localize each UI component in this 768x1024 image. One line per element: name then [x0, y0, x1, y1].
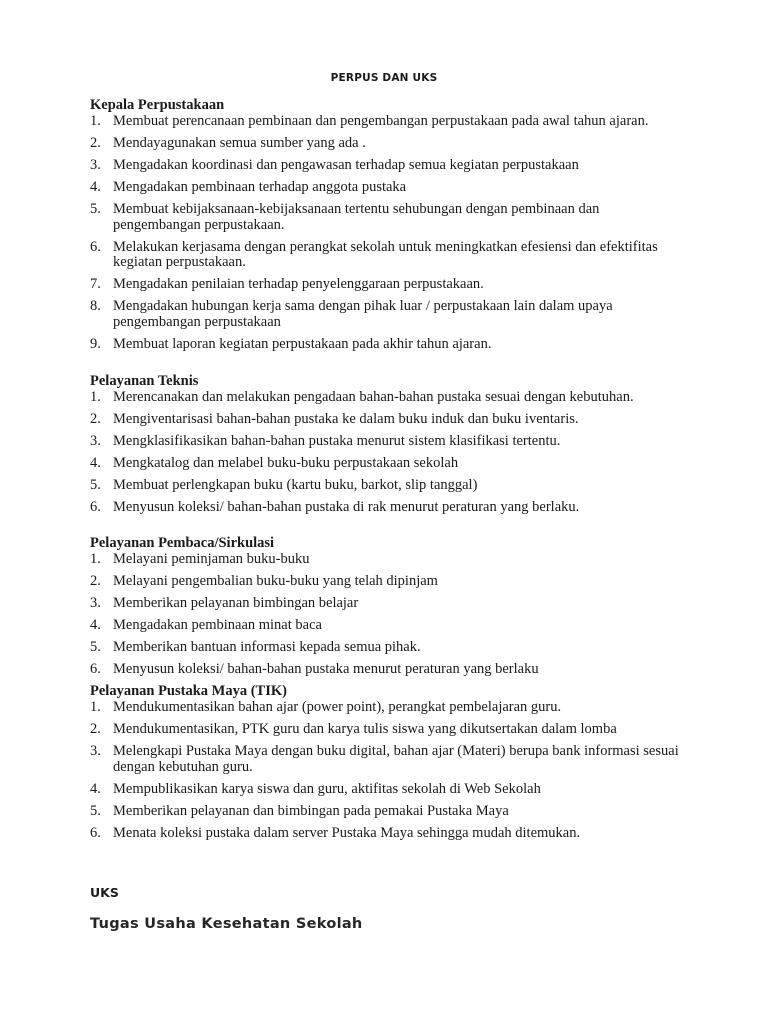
uks-subtitle: Tugas Usaha Kesehatan Sekolah	[90, 916, 363, 932]
list-item: 1. Membuat perencanaan pembinaan dan pengembangan perpustakaan pada awal tahun ajaran.	[90, 113, 649, 129]
list-item-text: Merencanakan dan melakukan pengadaan bahan-bahan pustaka sesuai dengan kebutuhan.	[113, 389, 634, 405]
list-item-text: Mengiventarisasi bahan-bahan pustaka ke dalam buku induk dan buku iventaris.	[113, 411, 579, 427]
list-item: 4. Mempublikasikan karya siswa dan guru, aktifitas sekolah di Web Sekolah	[90, 780, 541, 797]
list-item: 6. Menyusun koleksi/ bahan-bahan pustaka di rak menurut peraturan yang berlaku.	[90, 499, 580, 515]
list-item: 6. Menata koleksi pustaka dalam server Pustaka Maya sehingga mudah ditemukan.	[90, 824, 581, 841]
list-item: 2. Melayani pengembalian buku-buku yang telah dipinjam	[90, 573, 438, 589]
list-item: 2. Mendukumentasikan, PTK guru dan karya tulis siswa yang dikutsertakan dalam lomba	[90, 721, 617, 737]
list-item-text: Menata koleksi pustaka dalam server Pustaka Maya sehingga mudah ditemukan.	[113, 824, 581, 841]
list-item: 1. Merencanakan dan melakukan pengadaan bahan-bahan pustaka sesuai dengan kebutuhan.	[90, 389, 634, 405]
list-item: 4. Mengadakan pembinaan minat baca	[90, 617, 322, 633]
section-pelayanan-teknis	[90, 373, 690, 516]
list-item-text: Membuat kebijaksanaan-kebijaksanaan tertentu sehubungan dengan pembinaan dan pengembangan perpustakaan.	[113, 201, 600, 233]
list-item: 8. Mengadakan hubungan kerja sama dengan pihak luar / perpustakaan lain dalam upaya pengembangan perpustakaan	[90, 298, 613, 330]
section-kepala-perpustakaan	[90, 97, 690, 352]
list-item-text: Mempublikasikan karya siswa dan guru, aktifitas sekolah di Web Sekolah	[113, 780, 541, 797]
section-heading: Pelayanan Teknis	[90, 373, 199, 389]
task-list	[90, 114, 690, 352]
list-item: 3. Memberikan pelayanan bimbingan belajar	[90, 595, 359, 611]
list-item: 9. Membuat laporan kegiatan perpustakaan pada akhir tahun ajaran.	[90, 335, 492, 352]
list-item-text: Melayani pengembalian buku-buku yang telah dipinjam	[113, 573, 438, 589]
list-item-text: Mengadakan pembinaan terhadap anggota pustaka	[113, 179, 407, 195]
list-item-text: Memberikan pelayanan bimbingan belajar	[113, 595, 359, 611]
task-list	[90, 700, 690, 841]
list-item: 1. Melayani peminjaman buku-buku	[90, 551, 310, 567]
list-item-text: Mengadakan koordinasi dan pengawasan terhadap semua kegiatan perpustakaan	[113, 157, 579, 173]
section-heading: Pelayanan Pustaka Maya (TIK)	[90, 683, 287, 699]
list-item-text: Melayani peminjaman buku-buku	[113, 551, 310, 567]
list-item: 5. Memberikan pelayanan dan bimbingan pada pemakai Pustaka Maya	[90, 802, 509, 819]
list-item: 6. Melakukan kerjasama dengan perangkat sekolah untuk meningkatkan efesiensi dan efektifitas kegiatan perpustakaan.	[90, 238, 658, 270]
list-item: 2. Mengiventarisasi bahan-bahan pustaka ke dalam buku induk dan buku iventaris.	[90, 411, 579, 427]
list-item-text: Menyusun koleksi/ bahan-bahan pustaka menurut peraturan yang berlaku	[113, 661, 539, 677]
list-item-text: Membuat perlengkapan buku (kartu buku, barkot, slip tanggal)	[113, 477, 478, 493]
list-item-text: Mendukumentasikan bahan ajar (power point), perangkat pembelajaran guru.	[113, 699, 562, 715]
list-item-text: Mendukumentasikan, PTK guru dan karya tulis siswa yang dikutsertakan dalam lomba	[113, 721, 617, 737]
list-item: 3. Mengklasifikasikan bahan-bahan pustaka menurut sistem klasifikasi tertentu.	[90, 433, 561, 449]
uks-heading: UKS	[90, 885, 119, 900]
list-item-text: Memberikan bantuan informasi kepada semua pihak.	[113, 639, 421, 655]
list-item-text: Mengklasifikasikan bahan-bahan pustaka menurut sistem klasifikasi tertentu.	[113, 433, 561, 449]
task-list	[90, 552, 690, 678]
section-pelayanan-pembaca	[90, 535, 690, 678]
section-heading: Kepala Perpustakaan	[90, 97, 225, 113]
list-item: 5. Membuat kebijaksanaan-kebijaksanaan tertentu sehubungan dengan pembinaan dan pengembangan perpustakaan.	[90, 201, 600, 233]
list-item-text: Mengadakan penilaian terhadap penyelenggaraan perpustakaan.	[113, 276, 484, 292]
list-item-text: Mengadakan hubungan kerja sama dengan pihak luar / perpustakaan lain dalam upaya pengembangan perpustakaan	[113, 298, 613, 330]
list-item-text: Memberikan pelayanan dan bimbingan pada pemakai Pustaka Maya	[113, 802, 509, 819]
list-item-text: Membuat laporan kegiatan perpustakaan pada akhir tahun ajaran.	[113, 335, 492, 352]
list-item-text: Mengadakan pembinaan minat baca	[113, 617, 322, 633]
list-item: 5. Membuat perlengkapan buku (kartu buku, barkot, slip tanggal)	[90, 477, 478, 493]
list-item-text: Menyusun koleksi/ bahan-bahan pustaka di rak menurut peraturan yang berlaku.	[113, 499, 580, 515]
list-item-text: Melengkapi Pustaka Maya dengan buku digital, bahan ajar (Materi) berupa bank informasi sesuai dengan kebutuhan guru.	[113, 743, 679, 775]
list-item-text: Mendayagunakan semua sumber yang ada .	[113, 135, 366, 151]
list-item: 4. Mengkatalog dan melabel buku-buku perpustakaan sekolah	[90, 455, 459, 471]
section-heading: Pelayanan Pembaca/Sirkulasi	[90, 535, 275, 551]
list-item: 1. Mendukumentasikan bahan ajar (power point), perangkat pembelajaran guru.	[90, 699, 562, 715]
document-title: PERPUS DAN UKS	[330, 72, 438, 84]
section-pelayanan-pustaka-maya	[90, 683, 690, 841]
list-item-text: Mengkatalog dan melabel buku-buku perpustakaan sekolah	[113, 455, 459, 471]
list-item: 7. Mengadakan penilaian terhadap penyelenggaraan perpustakaan.	[90, 276, 484, 292]
list-item: 2. Mendayagunakan semua sumber yang ada .	[90, 135, 366, 151]
list-item: 3. Melengkapi Pustaka Maya dengan buku digital, bahan ajar (Materi) berupa bank informasi sesuai dengan kebutuhan guru.	[90, 743, 679, 775]
list-item: 6. Menyusun koleksi/ bahan-bahan pustaka menurut peraturan yang berlaku	[90, 661, 539, 677]
list-item: 4. Mengadakan pembinaan terhadap anggota pustaka	[90, 179, 407, 195]
list-item: 3. Mengadakan koordinasi dan pengawasan terhadap semua kegiatan perpustakaan	[90, 157, 579, 173]
list-item-text: Melakukan kerjasama dengan perangkat sekolah untuk meningkatkan efesiensi dan efektifitas kegiatan perpustakaan.	[113, 238, 658, 270]
list-item-text: Membuat perencanaan pembinaan dan pengembangan perpustakaan pada awal tahun ajaran.	[113, 113, 649, 129]
list-item: 5. Memberikan bantuan informasi kepada semua pihak.	[90, 639, 421, 655]
task-list	[90, 390, 690, 516]
